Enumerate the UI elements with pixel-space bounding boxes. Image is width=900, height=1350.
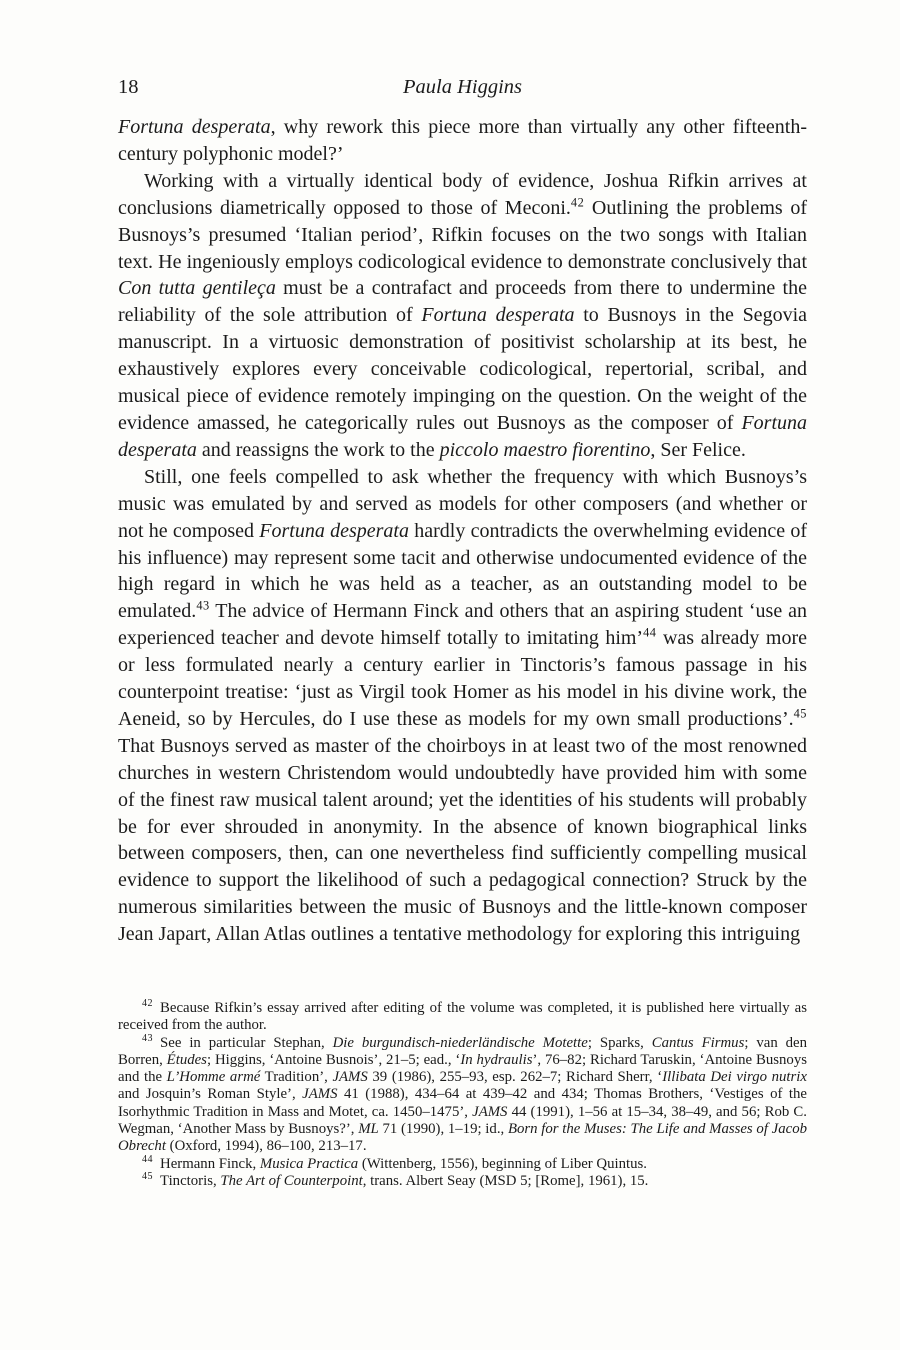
text-segment: was already more or less formulated nearly a century earlier in Tinctoris’s famous passage in his counterpoint treatise: ‘just as Virgil took Homer as his model in his divine work, the Aeneid, so by Hercules, do I use these as models for my own small productions’. [118, 627, 808, 730]
footnote-ref: 44 [643, 625, 657, 640]
footnote-number: 43 [142, 1032, 154, 1044]
text-segment: Con tutta gentileça [118, 277, 276, 300]
footnote-ref: 42 [570, 195, 585, 210]
body-text [118, 114, 807, 948]
text-segment: L’Homme armé [166, 1069, 261, 1086]
paragraph [118, 114, 807, 168]
text-segment: 39 (1986), 255–93, esp. 262–7; Richard Sherr, ‘ [367, 1069, 663, 1086]
text-segment: Die burgundisch-niederländische Motette [332, 1034, 588, 1051]
text-segment: Born for the Muses: The Life and Masses of Jacob Obrecht [118, 1121, 807, 1155]
text-segment: (Oxford, 1994), 86–100, 213–17. [165, 1138, 367, 1155]
text-segment: , why rework this piece more than virtually any other fifteenth-century polyphonic model?’ [118, 116, 807, 165]
text-segment: ’, 76–82; Richard Taruskin, ‘Antoine Busnoys and the [118, 1051, 807, 1086]
text-segment: Fortuna desperata [421, 304, 575, 327]
footnote-number: 44 [142, 1153, 154, 1165]
footnote [118, 1032, 807, 1156]
text-segment: ; van den Borren, [118, 1034, 807, 1068]
page-header [118, 74, 807, 100]
text-segment: ; Higgins, ‘Antoine Busnois’, 21–5; ead., ‘ [206, 1051, 461, 1068]
footnotes-block [118, 1000, 807, 1190]
text-segment: See in particular Stephan, [160, 1034, 333, 1051]
text-segment: Outlining the problems of Busnoys’s presumed ‘Italian period’, Rifkin focuses on the two songs with Italian text. He ingeniously employs codicological evidence to demonstrate conclusively that [118, 196, 807, 273]
text-segment: Tradition’, [260, 1069, 333, 1086]
text-segment: ML [358, 1121, 379, 1138]
text-segment: and reassigns the work to the [196, 438, 440, 461]
footnote [118, 1173, 807, 1190]
text-segment: JAMS [302, 1086, 338, 1103]
footnote [118, 1153, 807, 1173]
text-segment: Fortuna desperata [259, 519, 409, 542]
text-column [118, 74, 808, 1189]
text-segment: Fortuna desperata [118, 411, 807, 461]
text-segment: and Josquin’s Roman Style’, [118, 1086, 303, 1103]
text-segment: Musica Practica [259, 1155, 359, 1172]
footnote-number: 42 [142, 998, 154, 1010]
footnote-ref: 45 [793, 706, 807, 721]
text-segment: JAMS [472, 1103, 508, 1120]
text-segment: to Busnoys in the Segovia manuscript. In a virtuosic demonstration of positivist scholarship at its best, he exhaustively explores every conceivable codicological, repertorial, scribal, and musical piece of evidence remotely impinging on the question. On the weight of the evidence amassed, he categorically rules out Busnoys as the composer of [118, 304, 807, 434]
running-head: Paula Higgins [402, 76, 523, 98]
paragraph [118, 464, 807, 948]
text-segment: The advice of Hermann Finck and others that an aspiring student ‘use an experienced teacher and devote himself totally to imitating him’ [118, 600, 807, 650]
footnote-number: 45 [142, 1171, 154, 1183]
text-segment: Études [166, 1051, 207, 1068]
text-segment: , Ser Felice. [650, 438, 746, 461]
text-segment: That Busnoys served as master of the choirboys in at least two of the most renowned churches in western Christendom would undoubtedly have provided him with some of the finest raw musical talent around; yet the identities of his students will probably be for ever shrouded in anonymity. In the absence of known biographical links between composers, then, can one nevertheless find sufficiently compelling musical evidence to support the likelihood of such a pedagogical connection? Struck by the numerous similarities between the music of Busnoys and the little-known composer Jean Japart, Allan Atlas outlines a tentative methodology for exploring this intriguing [118, 734, 807, 946]
text-segment: must be a contrafact and proceeds from there to undermine the reliability of the sole attribution of [118, 277, 807, 327]
text-segment: JAMS [332, 1069, 368, 1086]
text-segment: piccolo maestro fiorentino [439, 438, 651, 461]
text-segment: (Wittenberg, 1556), beginning of Liber Quintus. [358, 1155, 647, 1172]
text-segment: , trans. Albert Seay (MSD 5; [Rome], 1961), 15. [362, 1172, 649, 1189]
text-segment: Because Rifkin’s essay arrived after editing of the volume was completed, it is published here virtually as received from the author. [118, 1000, 807, 1034]
text-segment: Illibata Dei virgo nutrix [662, 1069, 807, 1086]
footnote-ref: 43 [196, 598, 210, 613]
text-segment: 41 (1988), 434–64 at 439–42 and 434; Thomas Brothers, ‘Vestiges of the Isorhythmic Tradition in Mass and Motet, ca. 1450–1475’, [118, 1086, 807, 1120]
footnote [118, 1000, 807, 1035]
text-segment: hardly contradicts the overwhelming evidence of his influence) may represent some tacit and otherwise undocumented evidence of the high regard in which he was held as a teacher, as an outstanding model to be emulated. [118, 519, 807, 623]
text-segment: Hermann Finck, [160, 1155, 260, 1172]
text-segment: In hydraulis [460, 1051, 533, 1068]
text-segment: ; Sparks, [587, 1034, 652, 1051]
text-segment: Still, one feels compelled to ask whether the frequency with which Busnoys’s music was emulated by and served as models for other composers (and whether or not he composed [118, 465, 807, 542]
text-segment: The Art of Counterpoint [220, 1172, 363, 1189]
text-segment: Tinctoris, [160, 1172, 221, 1189]
text-segment: 71 (1990), 1–19; id., [378, 1121, 508, 1138]
page-number: 18 [118, 76, 139, 98]
text-segment: Cantus Firmus [651, 1034, 745, 1051]
text-segment: 44 (1991), 1–56 at 15–34, 38–49, and 56; Rob C. Wegman, ‘Another Mass by Busnoys?’, [118, 1103, 807, 1138]
paragraph [118, 168, 807, 464]
text-segment: Working with a virtually identical body of evidence, Joshua Rifkin arrives at conclusions diametrically opposed to those of Meconi. [118, 169, 807, 219]
text-segment: Fortuna desperata [118, 116, 271, 138]
